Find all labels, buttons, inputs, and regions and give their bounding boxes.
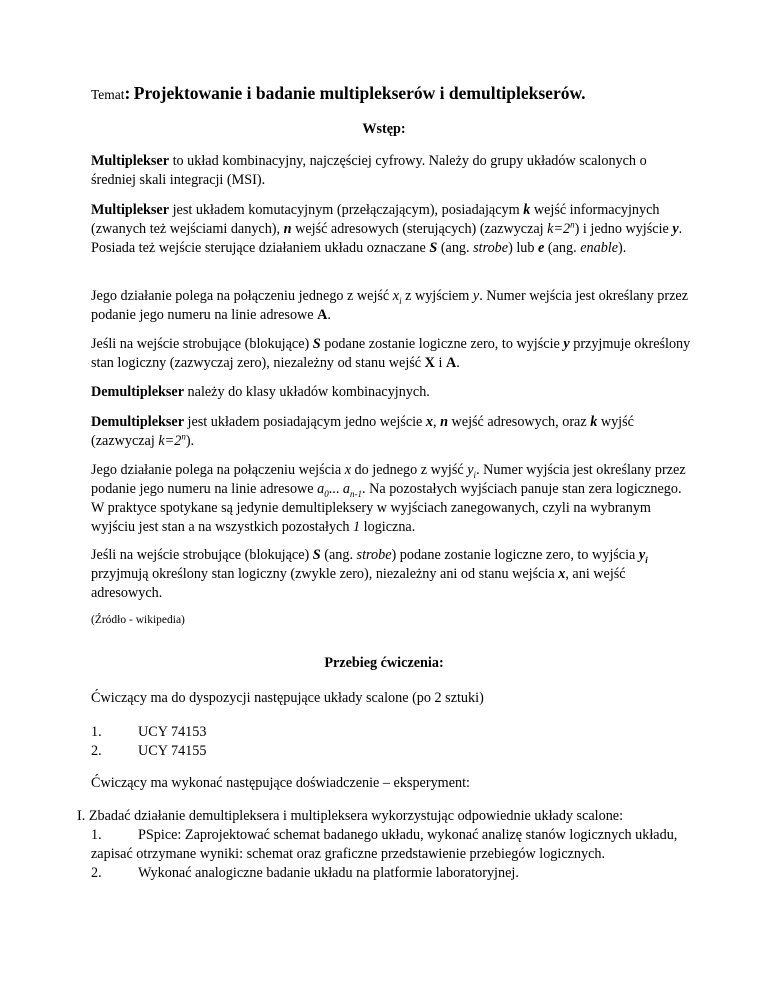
- title-colon: :: [124, 83, 131, 103]
- title-main: Projektowanie i badanie multiplekserów i demultiplekserów.: [133, 83, 586, 103]
- paragraph-multiplexer-definition: Multiplekser to układ kombinacyjny, najczęściej cyfrowy. Należy do grupy układów scalonych o średniej skali integracji (MSI).: [91, 153, 647, 188]
- paragraph-multiplexer-operation: Jego działanie polega na połączeniu jednego z wejść $x_i$ z wyjściem y. Numer wejścia jest określany przez podanie jego numeru na linie adresowe A.: [91, 288, 688, 323]
- exercise-heading: Przebieg ćwiczenia:: [324, 655, 444, 671]
- paragraph-demultiplexer-strobe: Jeśli na wejście strobujące (blokujące) S (ang. strobe) podane zostanie logiczne zero, to wyjścia $y_i$ przyjmują określony stan logiczny (zwykle zero), niezależny ani od stanu wejścia x, ani wejść adresowych.: [91, 547, 648, 601]
- list-item: 1. UCY 74153: [91, 724, 207, 740]
- intro-heading: Wstęp:: [362, 121, 406, 137]
- task-step: 2. Wykonać analogiczne badanie układu na platformie laboratoryjnej.: [91, 865, 519, 881]
- paragraph-demultiplexer-description: Demultiplekser jest układem posiadającym jedno wejście x, n wejść adresowych, oraz k wyjść (zazwyczaj $k=2^n$).: [91, 414, 634, 449]
- source-note: (Źródło - wikipedia): [91, 614, 185, 626]
- task-list: [77, 807, 697, 883]
- task-item: I. Zbadać działanie demultipleksera i multipleksera wykorzystując odpowiednie układy scalone:: [77, 808, 624, 824]
- title-prefix: Temat: [91, 87, 125, 102]
- chip-list: [91, 723, 691, 761]
- list-item: 2. UCY 74155: [91, 743, 207, 759]
- paragraph-demultiplexer-operation: Jego działanie polega na połączeniu wejścia x do jednego z wyjść $y_i$. Numer wyjścia jest określany przez podanie jego numeru na linie adresowe $a_0$... $a_{n-1}$. Na pozostałych wyjściach panuje stan zera logicznego. W praktyce spotykane są jedynie demultipleksery w wyjściach zanegowanych, czyli na wybranym wyjściu jest stan a na wszystkich pozostałych 1 logiczna.: [91, 462, 686, 535]
- page-title: [91, 83, 586, 104]
- paragraph-multiplexer-description: Multiplekser jest układem komutacyjnym (przełączającym), posiadającym k wejść informacyjnych (zwanych też wejściami danych), n wejść adresowych (sterujących) (zazwyczaj $k=2^n$) i jedno wyjście y. Posiada też wejście sterujące działaniem układu oznaczane S (ang. strobe) lub e (ang. enable).: [91, 202, 683, 256]
- exercise-task-intro: Ćwiczący ma wykonać następujące doświadczenie – eksperyment:: [91, 775, 470, 791]
- exercise-intro: Ćwiczący ma do dyspozycji następujące układy scalone (po 2 sztuki): [91, 690, 484, 706]
- paragraph-multiplexer-strobe: Jeśli na wejście strobujące (blokujące) S podane zostanie logiczne zero, to wyjście y przyjmuje określony stan logiczny (zazwyczaj zero), niezależny od stanu wejść X i A.: [91, 336, 691, 371]
- task-step: 1. PSpice: Zaprojektować schemat badanego układu, wykonać analizę stanów logicznych układu, zapisać otrzymane wyniki: schemat oraz graficzne przedstawienie przebiegów logicznych.: [91, 827, 678, 862]
- paragraph-demultiplexer-class: Demultiplekser należy do klasy układów kombinacyjnych.: [91, 384, 430, 400]
